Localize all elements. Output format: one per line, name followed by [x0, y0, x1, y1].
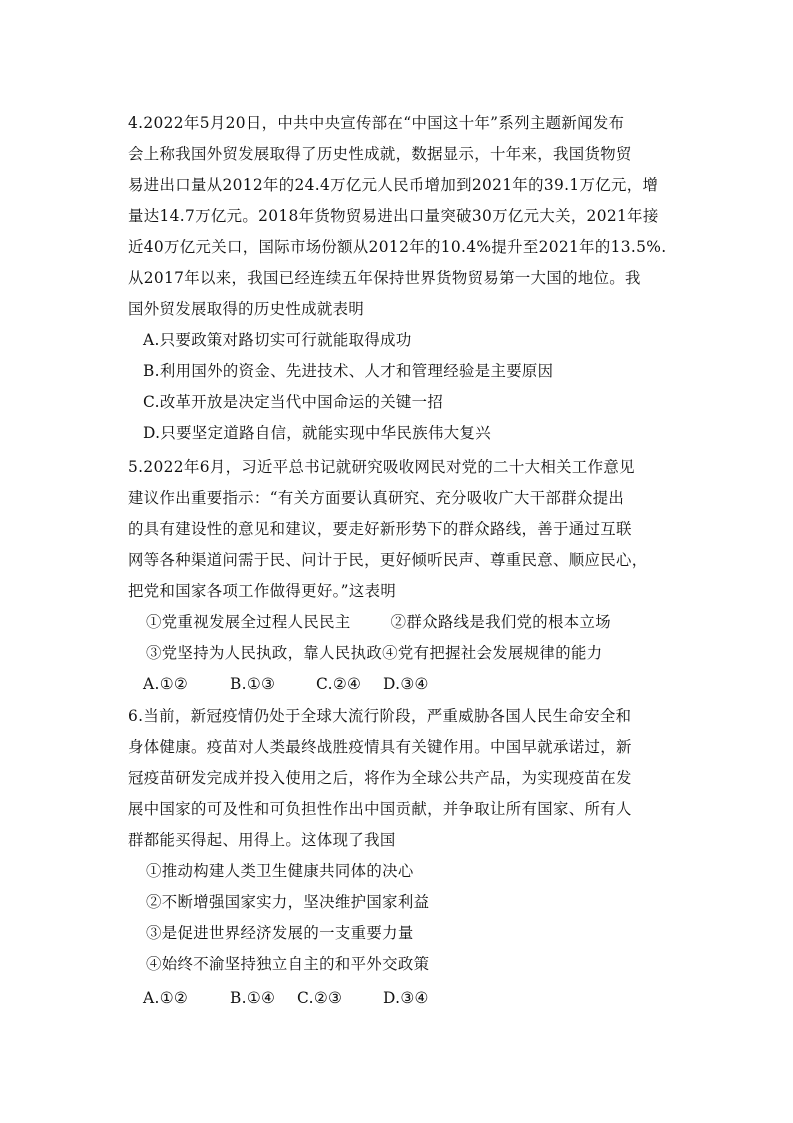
statement-2: ②群众路线是我们党的根本立场 — [390, 613, 612, 631]
choice-c: C.②④ — [316, 675, 362, 693]
question-6-statement-4: ④始终不渝坚持独立自主的和平外交政策 — [146, 955, 430, 973]
question-5-text-line: 的具有建设性的意见和建议，要走好新形势下的群众路线，善于通过互联 — [128, 520, 632, 538]
question-5-text-line: 网等各种渠道问需于民、问计于民，更好倾听民声、尊重民意、顺应民心， — [128, 551, 648, 569]
choice-a: A.①② — [143, 675, 189, 693]
choice-c: C.②③ — [297, 989, 343, 1007]
question-5-statements-row — [146, 612, 611, 632]
statement-4: ④党有把握社会发展规律的能力 — [382, 644, 603, 662]
question-4-text-line: 近40万亿元关口，国际市场份额从2012年的10.4%提升至2021年的13.5%. — [128, 238, 667, 256]
question-6-text-line: 冠疫苗研发完成并投入使用之后，将作为全球公共产品，为实现疫苗在发 — [128, 769, 632, 787]
question-4-text-line: 量达14.7万亿元。2018年货物贸易进出口量突破30万亿元大关，2021年接 — [128, 207, 659, 225]
choice-d: D.③④ — [383, 675, 429, 693]
question-6-statement-1: ①推动构建人类卫生健康共同体的决心 — [146, 862, 414, 880]
question-4-text-line: 4.2022年5月20日，中共中央宣传部在“中国这十年”系列主题新闻发布 — [128, 114, 625, 132]
question-5-text-line: 把党和国家各项工作做得更好。”这表明 — [128, 582, 397, 600]
question-4-text-line: 易进出口量从2012年的24.4万亿元人民币增加到2021年的39.1万亿元，增 — [128, 176, 659, 194]
question-4-option-b: B.利用国外的资金、先进技术、人才和管理经验是主要原因 — [143, 362, 554, 380]
question-5-statements-row — [146, 643, 603, 663]
statement-1: ①党重视发展全过程人民民主 — [146, 613, 351, 631]
question-4-option-a: A.只要政策对路切实可行就能取得成功 — [143, 331, 412, 349]
question-6-text-line: 展中国家的可及性和可负担性作出中国贡献，并争取让所有国家、所有人 — [128, 800, 632, 818]
question-6-text-line: 6.当前，新冠疫情仍处于全球大流行阶段，严重威胁各国人民生命安全和 — [128, 707, 632, 725]
question-4-option-d: D.只要坚定道路自信，就能实现中华民族伟大复兴 — [143, 424, 491, 442]
question-6-statement-2: ②不断增强国家实力，坚决维护国家利益 — [146, 893, 430, 911]
question-6-statement-3: ③是促进世界经济发展的一支重要力量 — [146, 924, 414, 942]
question-4-text-line: 国外贸发展取得的历史性成就表明 — [128, 300, 365, 318]
question-5-text-line: 建议作出重要指示：“有关方面要认真研究、充分吸收广大干部群众提出 — [128, 489, 625, 507]
question-6-text-line: 身体健康。疫苗对人类最终战胜疫情具有关键作用。中国早就承诺过，新 — [128, 738, 632, 756]
choice-b: B.①④ — [230, 989, 276, 1007]
question-4-option-c: C.改革开放是决定当代中国命运的关键一招 — [143, 393, 444, 411]
question-6-text-line: 群都能买得起、用得上。这体现了我国 — [128, 831, 396, 849]
question-6-choices — [143, 988, 429, 1008]
choice-d: D.③④ — [383, 989, 429, 1007]
question-5-text-line: 5.2022年6月，习近平总书记就研究吸收网民对党的二十大相关工作意见 — [128, 458, 635, 476]
question-4-text-line: 从2017年以来，我国已经连续五年保持世界货物贸易第一大国的地位。我 — [128, 269, 641, 287]
choice-a: A.①② — [143, 989, 189, 1007]
choice-b: B.①③ — [230, 675, 276, 693]
question-5-choices — [143, 674, 429, 694]
statement-3: ③党坚持为人民执政，靠人民执政 — [146, 644, 383, 662]
question-4-text-line: 会上称我国外贸发展取得了历史性成就，数据显示，十年来，我国货物贸 — [128, 145, 632, 163]
